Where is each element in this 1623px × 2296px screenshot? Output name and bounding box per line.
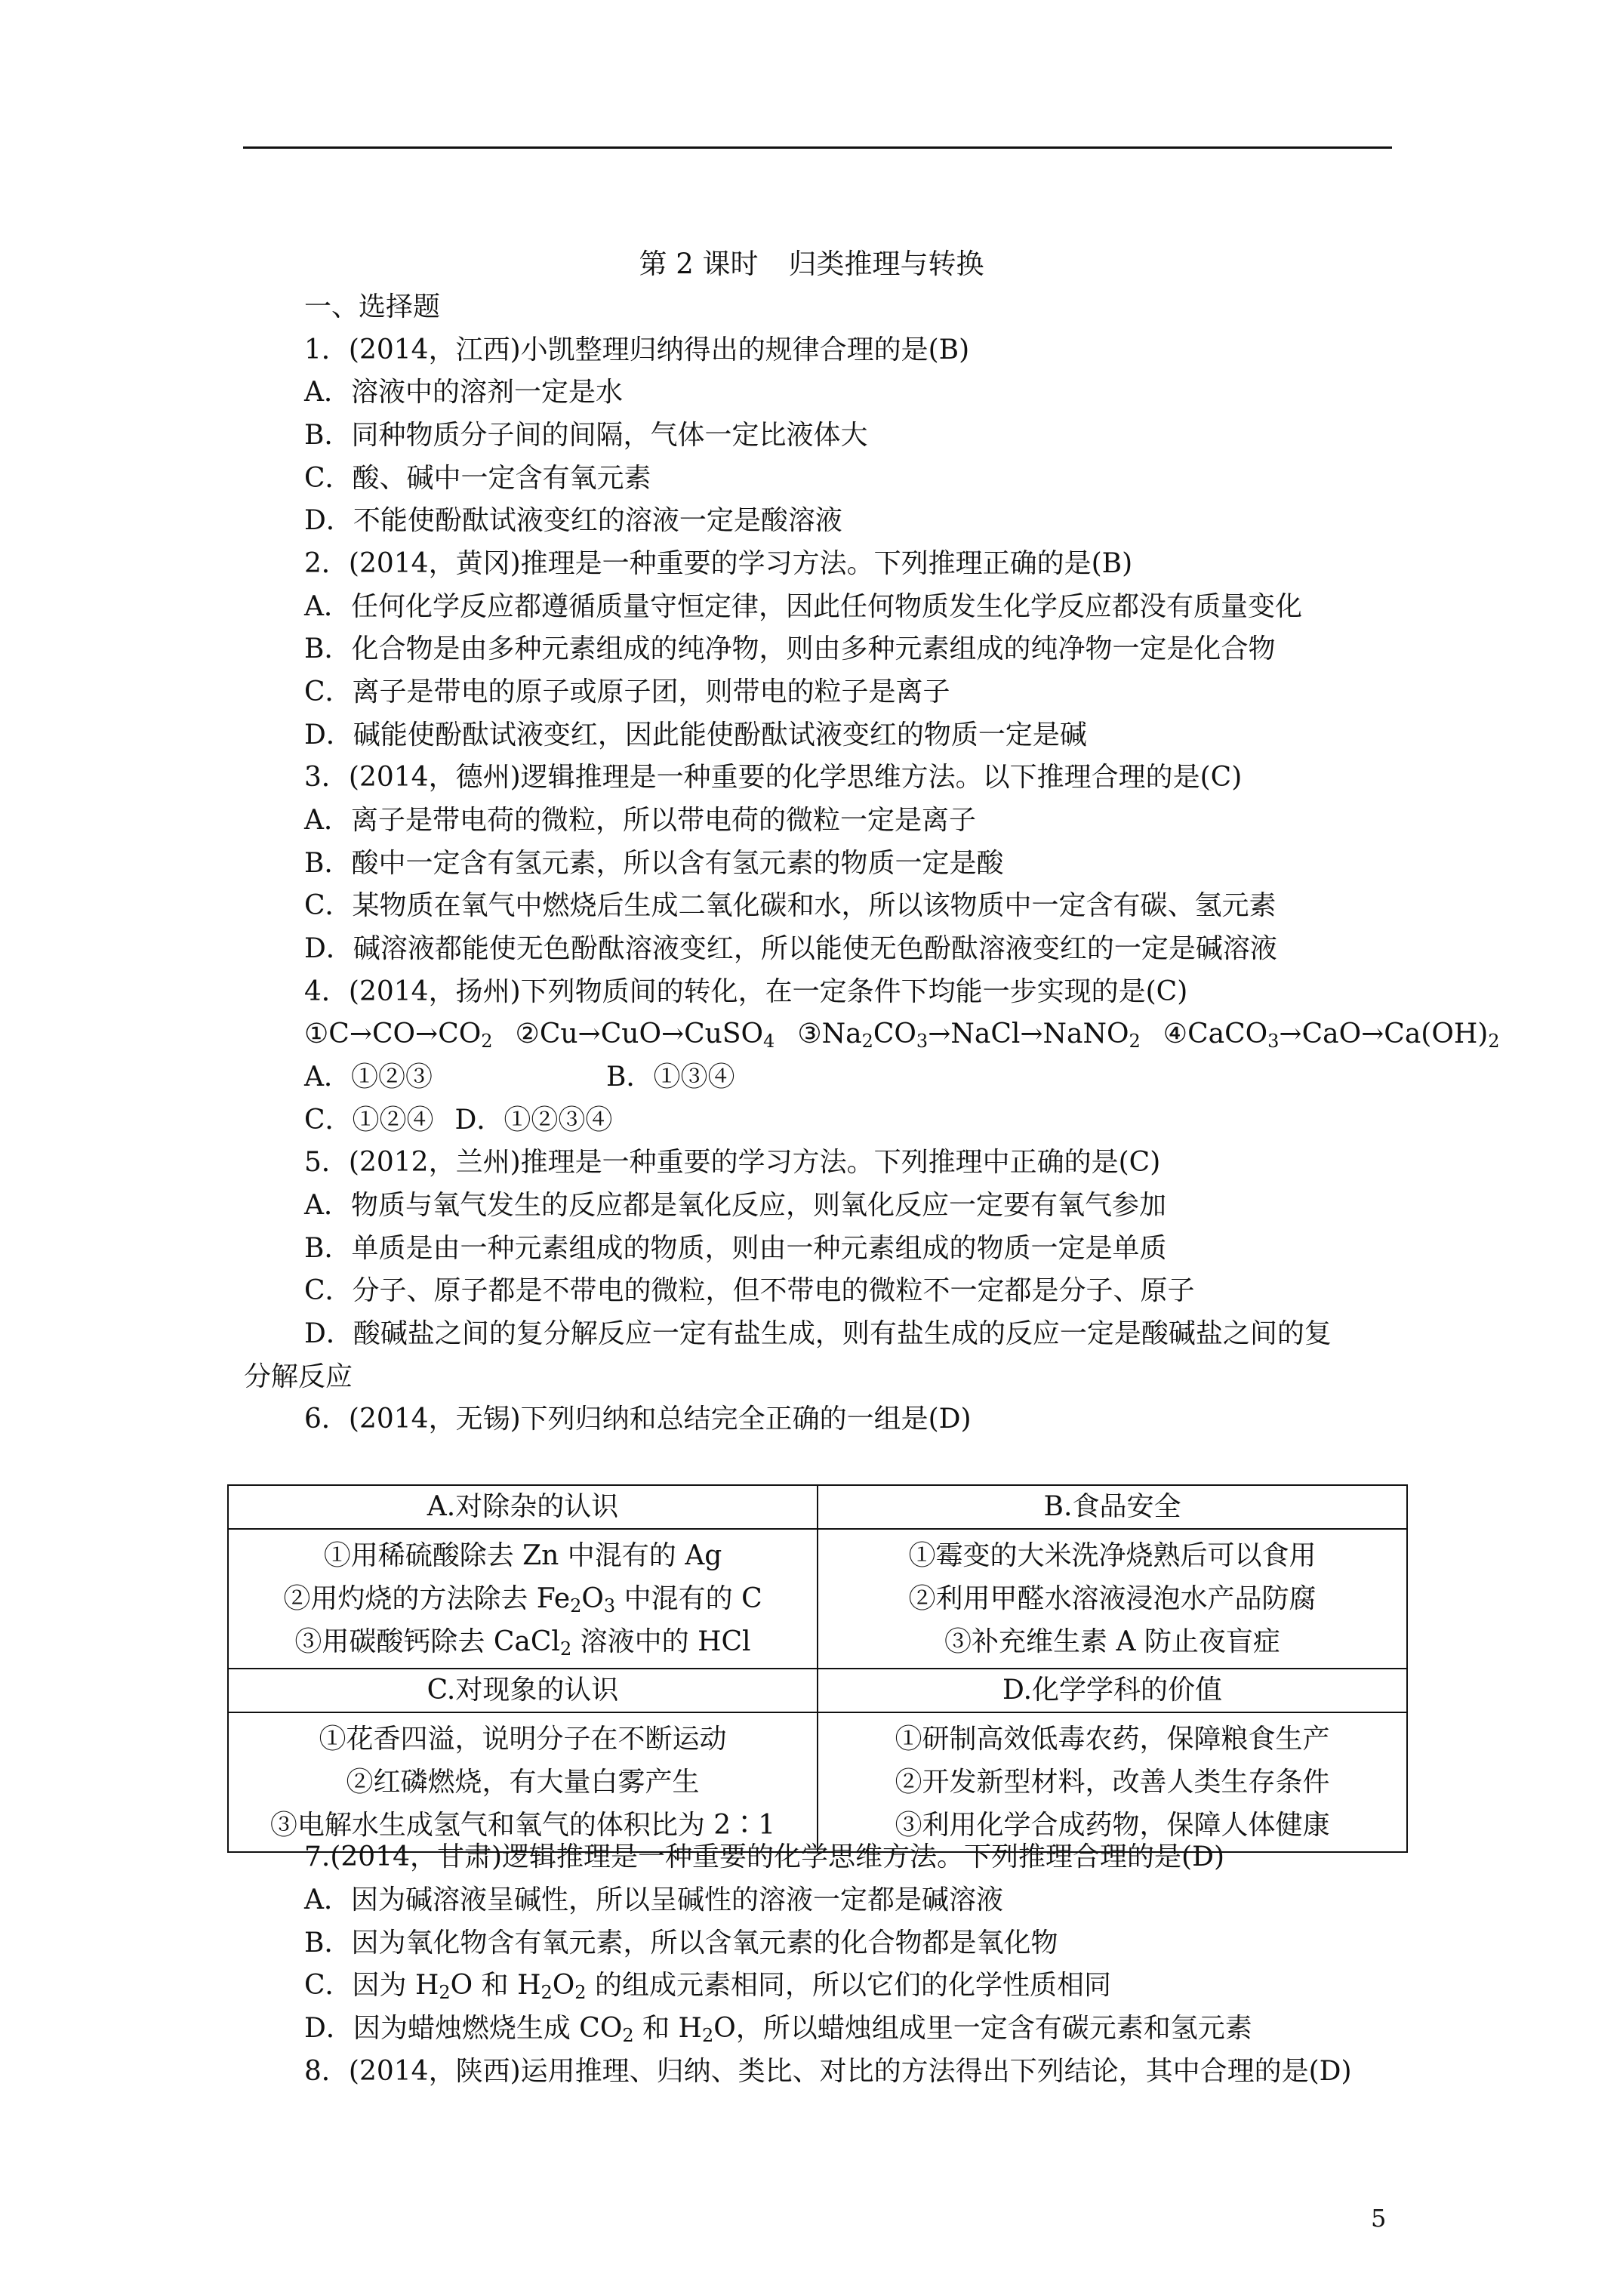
q2-option-c: C．离子是带电的原子或原子团，则带电的粒子是离子 xyxy=(304,676,950,707)
q3-option-b: B．酸中一定含有氢元素，所以含有氢元素的物质一定是酸 xyxy=(304,848,1004,879)
q3-stem: 3．(2014，德州)逻辑推理是一种重要的化学思维方法。以下推理合理的是(C) xyxy=(304,762,1243,793)
table-row xyxy=(228,1669,1407,1712)
table-row xyxy=(228,1485,1407,1529)
q3-option-c: C．某物质在氧气中燃烧后生成二氧化碳和水，所以该物质中一定含有碳、氢元素 xyxy=(304,890,1277,921)
q5-option-b: B．单质是由一种元素组成的物质，则由一种元素组成的物质一定是单质 xyxy=(304,1233,1167,1264)
q8-stem: 8．(2014，陕西)运用推理、归纳、类比、对比的方法得出下列结论，其中合理的是(D) xyxy=(304,2056,1352,2087)
q3-option-a: A．离子是带电荷的微粒，所以带电荷的微粒一定是离子 xyxy=(304,805,976,836)
table-row xyxy=(228,1712,1407,1852)
q2-option-b: B．化合物是由多种元素组成的纯净物，则由多种元素组成的纯净物一定是化合物 xyxy=(304,633,1276,664)
q7-option-a: A．因为碱溶液呈碱性，所以呈碱性的溶液一定都是碱溶液 xyxy=(304,1885,1003,1915)
cell-b-line-3: ③补充维生素 A 防止夜盲症 xyxy=(944,1626,1280,1657)
q4-conversion-chains xyxy=(304,1018,1500,1051)
cell-a-line-2: ②用灼烧的方法除去 $Fe_2O_3$ 中混有的 C xyxy=(283,1583,762,1616)
title-lesson: 第 2 课时 xyxy=(639,248,759,280)
q5-option-c: C．分子、原子都是不带电的微粒，但不带电的微粒不一定都是分子、原子 xyxy=(304,1275,1195,1306)
q1-option-d: D．不能使酚酞试液变红的溶液一定是酸溶液 xyxy=(304,505,842,536)
q3-option-d: D．碱溶液都能使无色酚酞溶液变红，所以能使无色酚酞溶液变红的一定是碱溶液 xyxy=(304,933,1277,964)
q4-option-a: A．①②③ xyxy=(304,1062,433,1093)
cell-a-head: A.对除杂的认识 xyxy=(228,1485,818,1529)
q6-summary-table xyxy=(227,1484,1408,1853)
table-row xyxy=(228,1529,1407,1669)
chain-4: $④CaCO_3\to CaO\to Ca(OH)_2$ xyxy=(1163,1019,1500,1052)
q6-stem: 6．(2014，无锡)下列归纳和总结完全正确的一组是(D) xyxy=(304,1404,972,1435)
q4-options-ab xyxy=(304,1061,735,1094)
cell-b-head: B.食品安全 xyxy=(818,1485,1407,1529)
q7-option-b: B．因为氧化物含有氧元素，所以含氧元素的化合物都是氧化物 xyxy=(304,1928,1058,1959)
q5-option-d-continued: 分解反应 xyxy=(244,1361,353,1392)
cell-a-line-3: ③用碳酸钙除去 CaCl$_2$ 溶液中的 HCl xyxy=(294,1626,751,1660)
q5-option-a: A．物质与氧气发生的反应都是氧化反应，则氧化反应一定要有氧气参加 xyxy=(304,1190,1166,1221)
section-heading: 一、选择题 xyxy=(304,291,441,322)
q2-option-d: D．碱能使酚酞试液变红，因此能使酚酞试液变红的物质一定是碱 xyxy=(304,720,1087,750)
chain-2: ②Cu→CuO→CuSO$_4$ xyxy=(515,1019,775,1052)
q2-stem: 2．(2014，黄冈)推理是一种重要的学习方法。下列推理正确的是(B) xyxy=(304,548,1133,579)
page-number: 5 xyxy=(1371,2204,1387,2233)
page-title xyxy=(0,248,1623,281)
cell-d-line-3: ③利用化学合成药物，保障人体健康 xyxy=(895,1810,1330,1841)
cell-a-line-1: ①用稀硫酸除去 Zn 中混有的 Ag xyxy=(323,1540,722,1571)
header-rule xyxy=(243,146,1392,149)
q1-option-a: A．溶液中的溶剂一定是水 xyxy=(304,377,623,408)
q1-option-b: B．同种物质分子间的间隔，气体一定比液体大 xyxy=(304,420,868,451)
cell-a-body xyxy=(228,1529,818,1669)
cell-c-line-1: ①花香四溢，说明分子在不断运动 xyxy=(319,1724,727,1755)
q4-option-c: C．①②④ xyxy=(304,1105,434,1136)
cell-d-head: D.化学学科的价值 xyxy=(818,1669,1407,1712)
q1-stem: 1．(2014，江西)小凯整理归纳得出的规律合理的是(B) xyxy=(304,334,970,365)
cell-b-body xyxy=(818,1529,1407,1669)
cell-c-body xyxy=(228,1712,818,1852)
q7-option-c: C．因为 $H_2O$ 和 $H_2O_2$ 的组成元素相同，所以它们的化学性质相同 xyxy=(304,1970,1111,2003)
cell-d-line-2: ②开发新型材料，改善人类生存条件 xyxy=(895,1767,1330,1798)
cell-c-head: C.对现象的认识 xyxy=(228,1669,818,1712)
q2-option-a: A．任何化学反应都遵循质量守恒定律，因此任何物质发生化学反应都没有质量变化 xyxy=(304,591,1302,622)
q1-option-c: C．酸、碱中一定含有氧元素 xyxy=(304,463,651,494)
q5-stem: 5．(2012，兰州)推理是一种重要的学习方法。下列推理中正确的是(C) xyxy=(304,1147,1161,1178)
q5-option-d: D．酸碱盐之间的复分解反应一定有盐生成，则有盐生成的反应一定是酸碱盐之间的复 xyxy=(304,1318,1332,1349)
q7-stem: 7.(2014，甘肃)逻辑推理是一种重要的化学思维方法。下列推理合理的是(D) xyxy=(304,1841,1225,1872)
cell-d-body xyxy=(818,1712,1407,1852)
cell-b-line-1: ①霉变的大米洗净烧熟后可以食用 xyxy=(908,1540,1317,1571)
chain-1: $①C\to CO\to CO_2$ xyxy=(304,1019,493,1052)
q4-option-d: D．①②③④ xyxy=(454,1105,613,1136)
cell-c-line-2: ②红磷燃烧，有大量白雾产生 xyxy=(346,1767,700,1798)
cell-d-line-1: ①研制高效低毒农药，保障粮食生产 xyxy=(895,1724,1330,1755)
q4-options-cd xyxy=(304,1104,612,1137)
q7-option-d: D．因为蜡烛燃烧生成 $CO_2$ 和 $H_2O$，所以蜡烛组成里一定含有碳元素和氢元素 xyxy=(304,2013,1252,2046)
chain-3: $③Na_2CO_3\to NaCl\to NaNO_2$ xyxy=(797,1019,1141,1052)
title-topic: 归类推理与转换 xyxy=(788,248,984,280)
q4-stem: 4．(2014，扬州)下列物质间的转化，在一定条件下均能一步实现的是(C) xyxy=(304,976,1188,1007)
q4-option-b: B．①③④ xyxy=(606,1062,735,1093)
cell-b-line-2: ②利用甲醛水溶液浸泡水产品防腐 xyxy=(908,1583,1317,1614)
cell-c-line-3: ③电解水生成氢气和氧气的体积比为 2∶1 xyxy=(269,1810,776,1841)
